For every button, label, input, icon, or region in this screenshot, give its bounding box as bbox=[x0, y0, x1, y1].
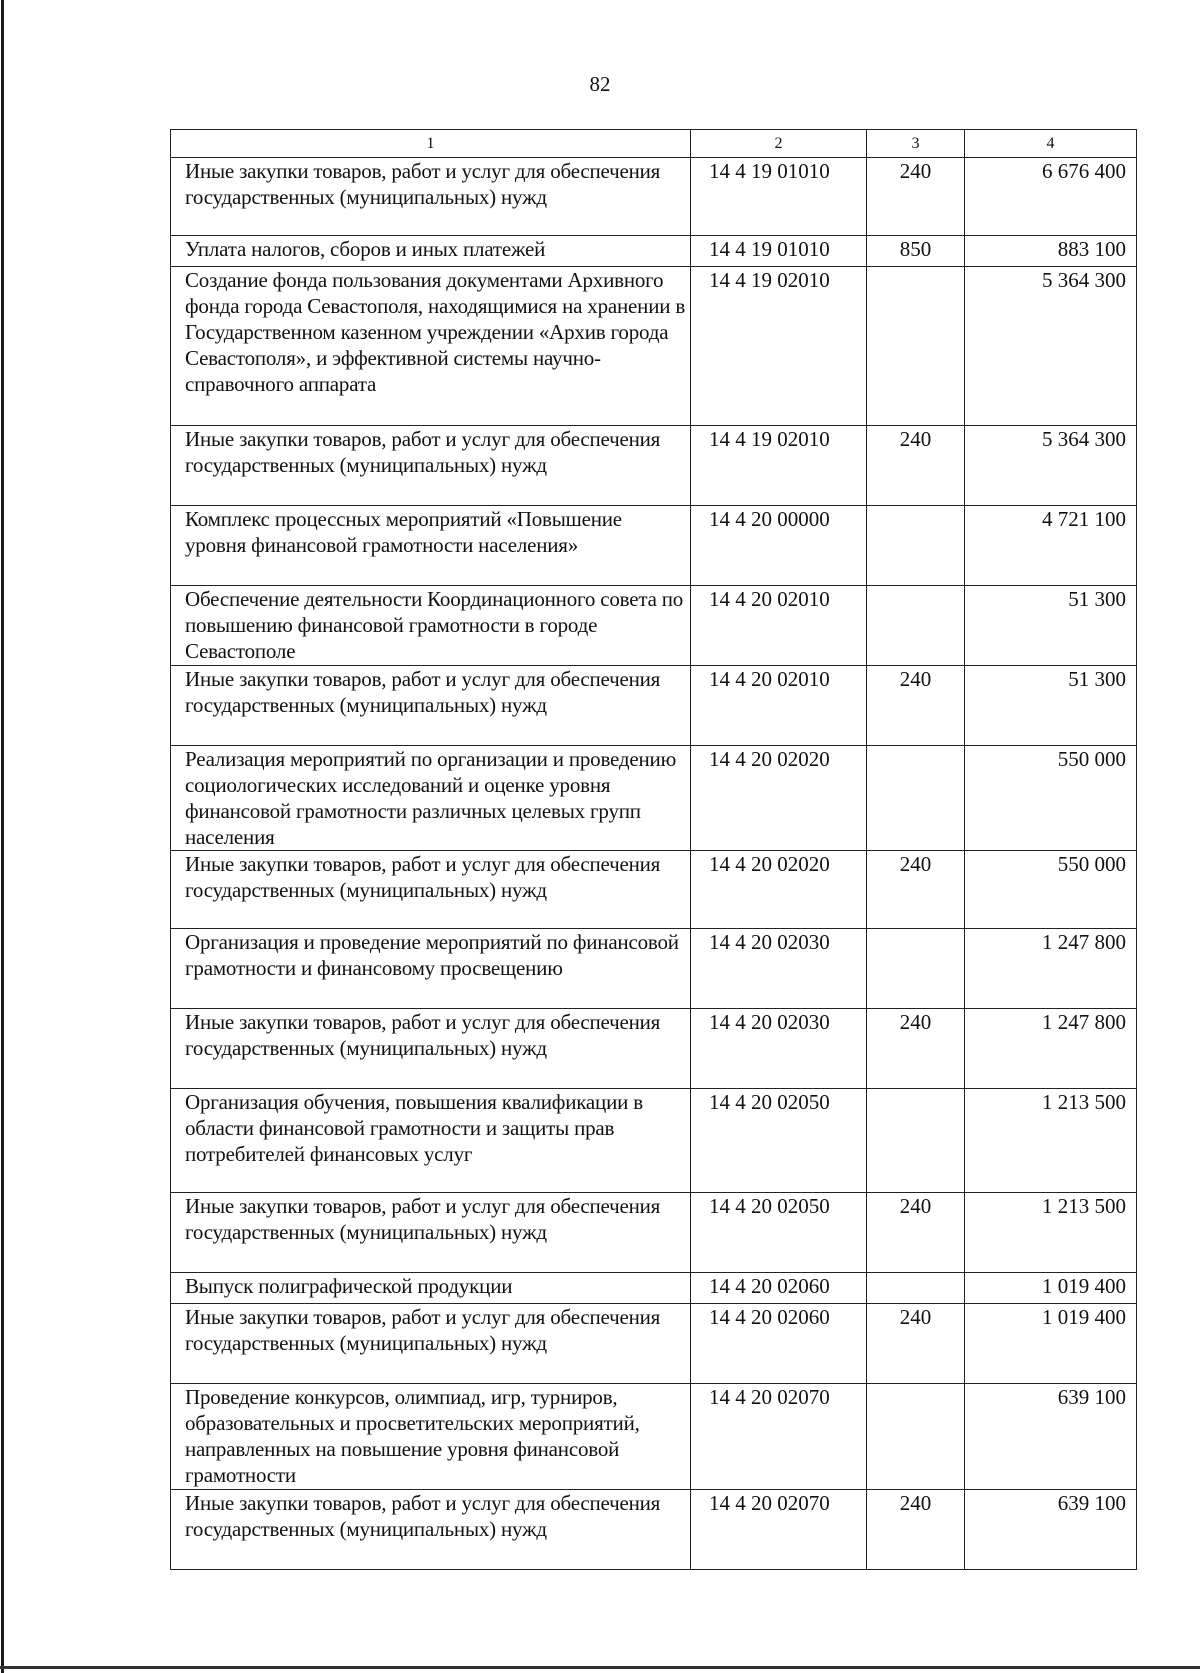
table-row bbox=[171, 267, 1137, 426]
item-name-cell: Уплата налогов, сборов и иных платежей bbox=[171, 236, 691, 267]
table-row bbox=[171, 1193, 1137, 1273]
expense-type-cell: 850 bbox=[867, 236, 965, 267]
table-row bbox=[171, 1384, 1137, 1490]
table-row bbox=[171, 1089, 1137, 1193]
amount-cell: 1 213 500 bbox=[965, 1089, 1137, 1193]
column-header: 2 bbox=[691, 130, 867, 158]
target-code-cell: 14 4 19 01010 bbox=[691, 158, 867, 236]
expense-type-cell bbox=[867, 746, 965, 851]
item-name-cell: Организация и проведение мероприятий по финансовой грамотности и финансовому просвещению bbox=[171, 929, 691, 1009]
amount-cell: 1 213 500 bbox=[965, 1193, 1137, 1273]
item-name-cell: Проведение конкурсов, олимпиад, игр, турниров, образовательных и просветительских мероприятий, направленных на повышение уровня финансовой грамотности bbox=[171, 1384, 691, 1490]
target-code-cell: 14 4 20 02020 bbox=[691, 851, 867, 929]
table-row bbox=[171, 158, 1137, 236]
amount-cell: 1 019 400 bbox=[965, 1273, 1137, 1304]
scan-edge-left bbox=[1, 0, 4, 1673]
item-name-cell: Комплекс процессных мероприятий «Повышение уровня финансовой грамотности населения» bbox=[171, 506, 691, 586]
item-name-cell: Иные закупки товаров, работ и услуг для обеспечения государственных (муниципальных) нужд bbox=[171, 1490, 691, 1570]
item-name-cell: Обеспечение деятельности Координационного совета по повышению финансовой грамотности в городе Севастополе bbox=[171, 586, 691, 666]
item-name-cell: Иные закупки товаров, работ и услуг для обеспечения государственных (муниципальных) нужд bbox=[171, 1304, 691, 1384]
item-name-cell: Иные закупки товаров, работ и услуг для обеспечения государственных (муниципальных) нужд bbox=[171, 1193, 691, 1273]
target-code-cell: 14 4 20 02010 bbox=[691, 586, 867, 666]
target-code-cell: 14 4 20 02050 bbox=[691, 1089, 867, 1193]
item-name-cell: Иные закупки товаров, работ и услуг для обеспечения государственных (муниципальных) нужд bbox=[171, 666, 691, 746]
table-row bbox=[171, 1304, 1137, 1384]
expense-type-cell bbox=[867, 1273, 965, 1304]
item-name-cell: Иные закупки товаров, работ и услуг для обеспечения государственных (муниципальных) нужд bbox=[171, 426, 691, 506]
amount-cell: 1 247 800 bbox=[965, 1009, 1137, 1089]
amount-cell: 550 000 bbox=[965, 851, 1137, 929]
target-code-cell: 14 4 19 01010 bbox=[691, 236, 867, 267]
expense-type-cell: 240 bbox=[867, 1193, 965, 1273]
expense-type-cell: 240 bbox=[867, 666, 965, 746]
amount-cell: 5 364 300 bbox=[965, 267, 1137, 426]
expense-type-cell bbox=[867, 1384, 965, 1490]
scan-edge-bottom bbox=[0, 1666, 1200, 1669]
table-row bbox=[171, 929, 1137, 1009]
table-header-row bbox=[171, 130, 1137, 158]
target-code-cell: 14 4 19 02010 bbox=[691, 426, 867, 506]
target-code-cell: 14 4 20 02070 bbox=[691, 1490, 867, 1570]
expense-type-cell bbox=[867, 267, 965, 426]
page-number: 82 bbox=[589, 72, 611, 96]
target-code-cell: 14 4 20 02050 bbox=[691, 1193, 867, 1273]
table-row bbox=[171, 586, 1137, 666]
table-row bbox=[171, 1009, 1137, 1089]
item-name-cell: Реализация мероприятий по организации и проведению социологических исследований и оценке уровня финансовой грамотности различных целевых групп населения bbox=[171, 746, 691, 851]
column-header: 3 bbox=[867, 130, 965, 158]
column-header: 1 bbox=[171, 130, 691, 158]
amount-cell: 51 300 bbox=[965, 586, 1137, 666]
target-code-cell: 14 4 20 00000 bbox=[691, 506, 867, 586]
table-row bbox=[171, 851, 1137, 929]
expense-type-cell: 240 bbox=[867, 426, 965, 506]
table-row bbox=[171, 666, 1137, 746]
table-row bbox=[171, 1273, 1137, 1304]
table-row bbox=[171, 426, 1137, 506]
amount-cell: 639 100 bbox=[965, 1384, 1137, 1490]
column-header: 4 bbox=[965, 130, 1137, 158]
target-code-cell: 14 4 20 02060 bbox=[691, 1304, 867, 1384]
target-code-cell: 14 4 19 02010 bbox=[691, 267, 867, 426]
item-name-cell: Иные закупки товаров, работ и услуг для обеспечения государственных (муниципальных) нужд bbox=[171, 851, 691, 929]
amount-cell: 639 100 bbox=[965, 1490, 1137, 1570]
table-row bbox=[171, 236, 1137, 267]
amount-cell: 51 300 bbox=[965, 666, 1137, 746]
amount-cell: 883 100 bbox=[965, 236, 1137, 267]
target-code-cell: 14 4 20 02060 bbox=[691, 1273, 867, 1304]
item-name-cell: Иные закупки товаров, работ и услуг для обеспечения государственных (муниципальных) нужд bbox=[171, 1009, 691, 1089]
expense-type-cell bbox=[867, 586, 965, 666]
expense-type-cell bbox=[867, 506, 965, 586]
expense-type-cell: 240 bbox=[867, 158, 965, 236]
amount-cell: 1 019 400 bbox=[965, 1304, 1137, 1384]
item-name-cell: Выпуск полиграфической продукции bbox=[171, 1273, 691, 1304]
item-name-cell: Организация обучения, повышения квалификации в области финансовой грамотности и защиты прав потребителей финансовых услуг bbox=[171, 1089, 691, 1193]
expense-type-cell: 240 bbox=[867, 1304, 965, 1384]
expense-type-cell: 240 bbox=[867, 851, 965, 929]
amount-cell: 5 364 300 bbox=[965, 426, 1137, 506]
expense-type-cell: 240 bbox=[867, 1009, 965, 1089]
table-row bbox=[171, 506, 1137, 586]
expense-type-cell bbox=[867, 1089, 965, 1193]
table-row bbox=[171, 1490, 1137, 1570]
target-code-cell: 14 4 20 02070 bbox=[691, 1384, 867, 1490]
expense-type-cell bbox=[867, 929, 965, 1009]
target-code-cell: 14 4 20 02020 bbox=[691, 746, 867, 851]
amount-cell: 550 000 bbox=[965, 746, 1137, 851]
amount-cell: 6 676 400 bbox=[965, 158, 1137, 236]
target-code-cell: 14 4 20 02010 bbox=[691, 666, 867, 746]
target-code-cell: 14 4 20 02030 bbox=[691, 929, 867, 1009]
amount-cell: 1 247 800 bbox=[965, 929, 1137, 1009]
expense-type-cell: 240 bbox=[867, 1490, 965, 1570]
item-name-cell: Создание фонда пользования документами Архивного фонда города Севастополя, находящимися на хранении в Государственном казенном учреждении «Архив города Севастополя», и эффективной системы научно-справочного аппарата bbox=[171, 267, 691, 426]
budget-table bbox=[170, 129, 1137, 1570]
table-row bbox=[171, 746, 1137, 851]
amount-cell: 4 721 100 bbox=[965, 506, 1137, 586]
target-code-cell: 14 4 20 02030 bbox=[691, 1009, 867, 1089]
item-name-cell: Иные закупки товаров, работ и услуг для обеспечения государственных (муниципальных) нужд bbox=[171, 158, 691, 236]
